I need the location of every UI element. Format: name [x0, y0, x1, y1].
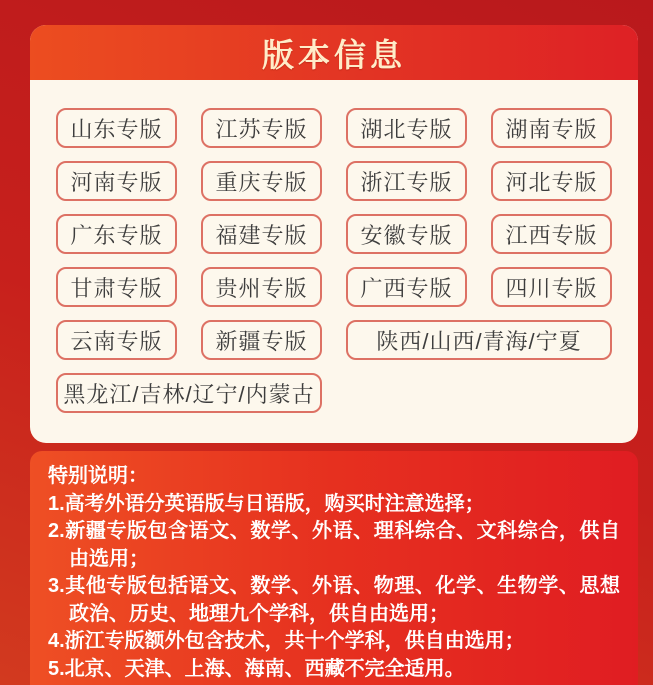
- edition-chip-jiangsu[interactable]: 江苏专版: [201, 108, 322, 148]
- edition-chip-shandong[interactable]: 山东专版: [56, 108, 177, 148]
- editions-grid: [56, 108, 612, 413]
- edition-chip-shaanxi-shanxi-qinghai-ningxia[interactable]: 陕西/山西/青海/宁夏: [346, 320, 612, 360]
- edition-chip-xinjiang[interactable]: 新疆专版: [201, 320, 322, 360]
- edition-chip-heilongjiang-jilin-liaoning-neimenggu[interactable]: 黑龙江/吉林/辽宁/内蒙古: [56, 373, 322, 413]
- edition-chip-guizhou[interactable]: 贵州专版: [201, 267, 322, 307]
- edition-chip-henan[interactable]: 河南专版: [56, 161, 177, 201]
- edition-chip-chongqing[interactable]: 重庆专版: [201, 161, 322, 201]
- edition-chip-guangdong[interactable]: 广东专版: [56, 214, 177, 254]
- edition-chip-jiangxi[interactable]: 江西专版: [491, 214, 612, 254]
- edition-chip-hebei[interactable]: 河北专版: [491, 161, 612, 201]
- edition-chip-gansu[interactable]: 甘肃专版: [56, 267, 177, 307]
- version-info-card: [30, 25, 638, 443]
- special-note-4: 4.浙江专版额外包含技术，共十个学科，供自由选用；: [48, 630, 525, 652]
- special-note-2: 2.新疆专版包含语文、数学、外语、理科综合、文科综合，供自由选用；: [48, 520, 620, 570]
- edition-options-panel: [30, 80, 638, 441]
- edition-chip-hunan[interactable]: 湖南专版: [491, 108, 612, 148]
- special-notes-section: [30, 451, 638, 685]
- edition-chip-yunnan[interactable]: 云南专版: [56, 320, 177, 360]
- special-note-3: 3.其他专版包括语文、数学、外语、物理、化学、生物学、思想政治、历史、地理九个学科，供自由选用；: [48, 575, 620, 625]
- edition-chip-hubei[interactable]: 湖北专版: [346, 108, 467, 148]
- special-note-5: 5.北京、天津、上海、海南、西藏不完全适用。: [48, 657, 465, 680]
- edition-chip-zhejiang[interactable]: 浙江专版: [346, 161, 467, 201]
- version-info-banner: [30, 25, 638, 80]
- special-notes-heading: 特别说明：: [48, 465, 148, 487]
- special-note-1: 1.高考外语分英语版与日语版，购买时注意选择；: [48, 492, 485, 515]
- page-title: 版本信息: [261, 36, 406, 73]
- edition-chip-sichuan[interactable]: 四川专版: [491, 267, 612, 307]
- edition-chip-fujian[interactable]: 福建专版: [201, 214, 322, 254]
- edition-chip-anhui[interactable]: 安徽专版: [346, 214, 467, 254]
- edition-chip-guangxi[interactable]: 广西专版: [346, 267, 467, 307]
